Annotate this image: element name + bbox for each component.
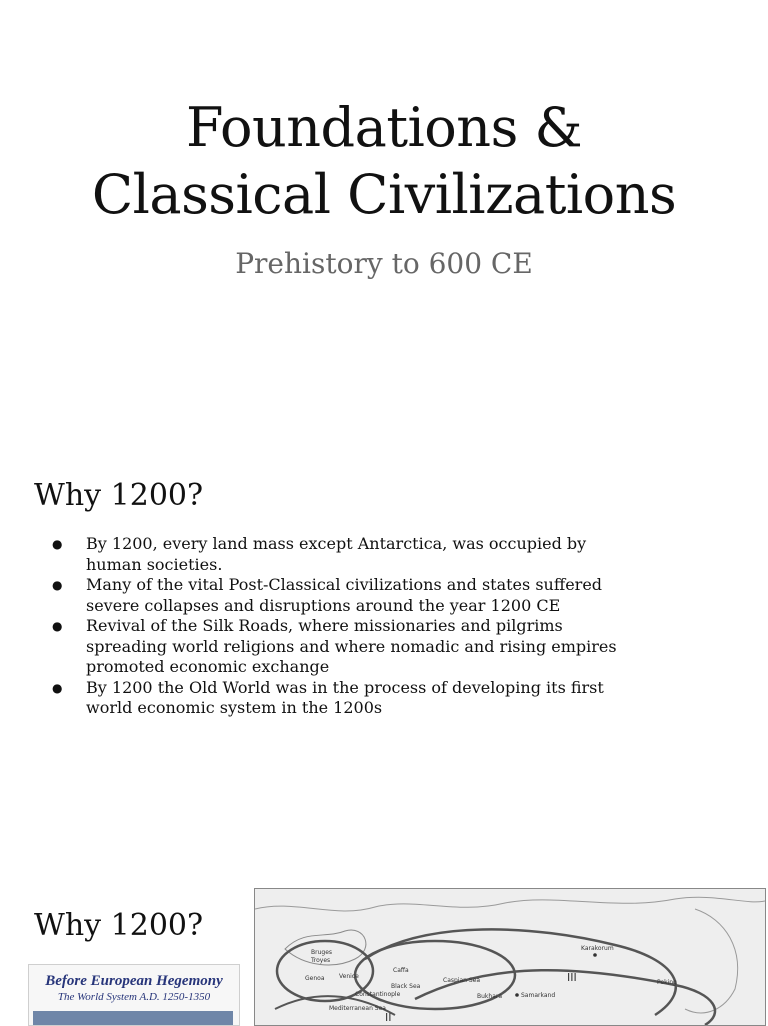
city-marker xyxy=(515,993,519,997)
slide-title xyxy=(0,94,768,228)
map-label-karakorum: Karakorum xyxy=(581,945,614,952)
map-label-venice: Venice xyxy=(339,973,359,980)
bullet-item: ● By 1200, every land mass except Antarctica, was occupied by human societies. xyxy=(52,534,642,575)
map-label-bruges: Bruges xyxy=(311,949,333,956)
slide-heading: Why 1200? xyxy=(34,908,204,943)
map-label-caffa: Caffa xyxy=(393,967,409,974)
book-subtitle: The World System A.D. 1250-1350 xyxy=(57,991,211,1003)
book-title: Before European Hegemony xyxy=(45,973,223,989)
bullet-item: ● Revival of the Silk Roads, where missionaries and pilgrims spreading world religions and where nomadic and rising empires promoted economic exchange xyxy=(52,616,642,678)
map-label-genoa: Genoa xyxy=(305,975,325,982)
map-label-region-ii: II xyxy=(385,1011,392,1024)
coastline xyxy=(685,909,738,1013)
coastline xyxy=(255,897,765,911)
slide-heading: Why 1200? xyxy=(34,478,204,513)
bullet-item: ● Many of the vital Post-Classical civilizations and states suffered severe collapses and disruptions around the year 1200 CE xyxy=(52,575,642,616)
slide-title-line-2: Classical Civilizations xyxy=(91,163,677,226)
slide-title-line-1: Foundations & xyxy=(185,96,583,159)
why-1200-map-slide xyxy=(0,860,768,1024)
map-label-bukhara: Bukhara xyxy=(477,993,503,1000)
title-slide xyxy=(0,0,768,420)
slide-subtitle: Prehistory to 600 CE xyxy=(235,247,533,280)
map-label-mediterranean-sea: Mediterranean Sea xyxy=(329,1005,386,1012)
map-label-peking: Peking xyxy=(657,979,677,986)
bullet-item: ● By 1200 the Old World was in the process of developing its first world economic system in the 1200s xyxy=(52,678,642,719)
map-label-troyes: Troyes xyxy=(311,957,331,964)
map-label-caspian-sea: Caspian Sea xyxy=(443,977,481,984)
map-label-region-iii: III xyxy=(567,971,577,984)
map-label-black-sea: Black Sea xyxy=(391,983,421,990)
world-system-map xyxy=(254,888,766,1026)
map-label-samarkand: Samarkand xyxy=(521,992,556,999)
why-1200-slide xyxy=(0,420,768,860)
book-cover-image xyxy=(28,964,240,1026)
city-marker xyxy=(593,953,597,957)
bullet-list xyxy=(52,534,642,719)
map-label-constantinople: Constantinople xyxy=(355,991,401,998)
